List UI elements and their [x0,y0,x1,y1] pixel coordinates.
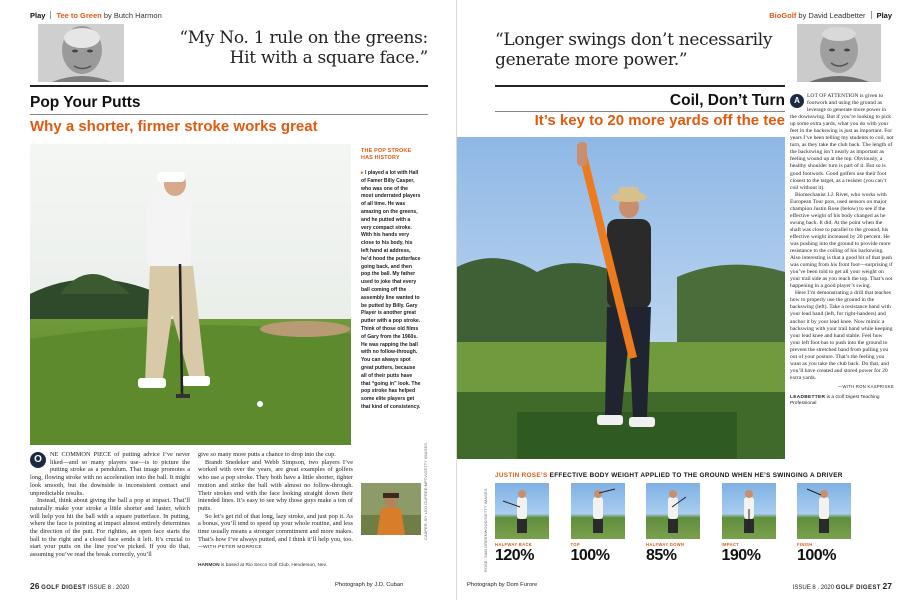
vertical-photo-credit: ROSE: SAM GREENWOOD/GETTY IMAGES [484,488,488,572]
frame-percent: 100% [570,547,610,564]
swing-frame [646,483,700,575]
right-folio [793,581,892,591]
butch-harmon-headshot [38,24,124,82]
frame-label: FINISH [797,542,813,547]
golfer-putting-illustration [30,144,351,445]
frame-percent: 100% [797,547,836,564]
dropcap: O [30,452,46,468]
body-paragraph: Brandt Snedeker and Webb Simpson, two players I’ve worked with over the years, are great examples of golfers who use a pop stroke. They both have a little shorter, tighter motion and strike the ball with almost no follow-through. Their strokes end with the face looking straight down their intended lines. It’s easy to see why those guys make a ton of putts. [198,458,353,512]
body-paragraph: Instead, think about giving the ball a pop at impact. That’ll naturally make your stroke a little shorter and faster, which will help you hit the ball with a square putterface. In putting, where the face is pointing at impact almost entirely determines the direction of the putt. For righties, an open face starts the ball to the right and a closed face sends it left. It’s crucial to start your putts on the line you’ve picked. If you do that, assuming you’ve read the break correctly, you’ll [30,497,190,559]
weight-strip-title [495,472,851,479]
swing-frame [495,483,549,575]
bio-text: is based at Rio Secco Golf Club, Henderson, Nev. [220,563,327,568]
author-bio [198,563,398,568]
page-number: 26 [30,581,40,591]
frame-label: HALFWAY DOWN [646,542,685,547]
swing-frame [797,483,851,575]
frame-image [646,483,700,539]
page-number: 27 [882,581,892,591]
vertical-photo-credit: CASPER: BY LEO DUPREE/MPTV/GETTY IMAGES [424,442,428,540]
article-deck: It’s key to 20 more yards off the tee [534,112,785,129]
bio-name: LEADBETTER [790,394,826,400]
body-paragraph [30,451,190,497]
putting-photo [30,144,351,445]
writer-credit: —WITH RON KASPRISKE [838,383,894,389]
frame-percent: 120% [495,547,534,564]
frame-percent: 85% [646,547,677,564]
body-paragraph: Biomechanist J.J. Rivet, who works with European Tour pros, used sensors on major champion Justin Rose (below) to see if the effective weight of his body changed as he swung back. It did. At the point when the shaft was close to parallel to the ground, his effective weight increased by 20 percent. He was pushing into the ground to provide more resistance to the coiling of his backswing. Also interesting is that a good bit of that push was coming from his front foot—surprising if you’ve been told to get all your weight on your trail side as you reach the top. That’s not happening in a good player’s swing. [790,191,893,290]
section-label: Play [30,11,46,20]
photo-credit: Photograph by J.D. Cuban [335,582,404,588]
frame-image [495,483,549,539]
sidebar-text [361,170,421,412]
strip-heading: EFFECTIVE BODY WEIGHT APPLIED TO THE GROUND WHEN HE’S SWINGING A DRIVER [549,472,843,479]
golfer-band-drill-illustration [457,137,785,459]
coil-drill-photo [457,137,785,459]
frame-image [571,483,625,539]
article-deck: Why a shorter, firmer stroke works great [30,118,318,135]
issue-number: ISSUE 8 . 2020 [87,585,130,591]
separator [50,11,51,19]
frame-percent: 190% [721,547,761,564]
player-name: JUSTIN ROSE’S [495,472,548,479]
right-body-column [790,93,894,408]
body-paragraph: give so many more putts a chance to drop into the cup. [198,451,336,458]
frame-label: HALFWAY BACK [495,542,533,547]
article-title: Pop Your Putts [30,94,141,111]
bio-text: is a Golf Digest Teaching Professional [790,394,880,407]
writer-credit: —WITH PETER MORRICE [198,545,263,551]
column-name: Tee to Green [56,11,102,20]
column-name: BioGolf [769,11,797,20]
magazine-name: GOLF DIGEST [835,585,881,591]
rose-top-illustration [571,483,625,539]
left-folio [30,581,129,591]
swing-sequence [495,483,851,575]
casper-photo [361,483,421,535]
frame-image [797,483,851,539]
section-rule [30,85,428,87]
rose-finish-illustration [797,483,851,539]
photo-credit: Photograph by Dom Furore [467,582,538,588]
issue-number: ISSUE 8 . 2020 [792,585,835,591]
rose-impact-illustration [722,483,776,539]
sidebar-heading: THE POP STROKE HAS HISTORY [361,148,412,161]
bullet-icon: ▸ [361,170,364,176]
swing-frame [722,483,776,575]
author-bio [790,395,894,408]
magazine-name: GOLF DIGEST [41,585,87,591]
body-paragraph: Here I’m demonstrating a drill that teaches how to properly use the ground in the backswing (left). Take a resistance band with your lead hand (left, for right-handers) and anchor it by your lead knee. Now mimic a backswing with your trail hand while keeping your lead knee and hand stable. Feel how your left foot has to push into the ground to prevent the stretched band from pulling you out of your posture. That’s the feeling you want as you take the club back. Do that, and you’ll have created and stored power for 20 extra yards. [790,290,893,381]
separator [871,11,872,19]
left-running-head [30,11,162,20]
history-sidebar [361,148,421,412]
frame-image [722,483,776,539]
frame-label: TOP [570,542,580,547]
section-label: Play [876,11,892,20]
byline: by Butch Harmon [103,11,162,20]
frame-label: IMPACT [721,542,740,547]
headshot-illustration [797,24,881,82]
headshot-illustration [38,24,124,82]
right-page [457,0,914,600]
pull-quote: “Longer swings don’t necessarily generate more power.” [495,30,773,70]
rose-halfway-down-illustration [646,483,700,539]
body-column-2 [198,451,353,552]
section-rule [495,85,785,87]
body-paragraph [198,513,353,553]
paragraph-text: NE COMMON PIECE of putting advice I’ve never liked—and so many players use—is to picture the putting stroke as a pendulum. That image promotes a long, flowing stroke with no acceleration into the ball. It might look smooth, but the downside is inconsistent contact and unpredictable results. [30,451,190,497]
billy-casper-illustration [361,483,421,535]
dropcap: A [790,94,804,108]
swing-frame [571,483,625,575]
paragraph-text: LOT OF ATTENTION is given to footwork and using the ground as leverage to generate more power in the downswing. But if you’re looking to pick up some extra yards, what you do with your feet in the backswing is just as important. For years I’ve been telling my students to coil, not turn, as they take the club back. The length of the backswing isn’t nearly as important as feeling wound up at the top. Obviously, a healthy shoulder turn is part of it. But so is good footwork. Good golfers use their foot closest to the target, as a resister (you can’t coil without it). [790,93,894,191]
bio-name: HARMON [198,563,220,568]
sidebar-body: I played a lot with Hall of Famer Billy Casper, who was one of the most underrated players of all time. He was amazing on the greens, and he putted with a very compact stroke. With his hands very close to his body, his left hand at address, he’d hood the putterface going back, and then pop the ball. My father used to joke that every ball coming off the assembly line wanted to be putted by Billy. Gary Player is another great putter with a pop stroke. Think of those old films of Gary from the 1960s. He was rapping the ball with no follow-through. You can always spot great putters, because all of their putts have that “going in” look. The pop stroke has helped some elite players get that kind of consistency. [361,170,421,410]
article-title: Coil, Don’t Turn [669,92,785,109]
david-leadbetter-headshot [797,24,881,82]
body-paragraph [790,93,894,192]
right-running-head [769,11,892,20]
paragraph-text: So let’s get rid of that long, lazy stroke, and just pop it. As a bonus, you’ll tend to speed up your whole routine, and less time usually means a stronger commitment and more makes. That’s how I’ve always putted, and I think it’ll help you, too. [198,512,353,543]
body-column-1 [30,451,190,559]
rose-halfway-back-illustration [495,483,549,539]
title-rule [30,114,428,115]
pull-quote: “My No. 1 rule on the greens: Hit with a square face.” [179,28,428,68]
byline: by David Leadbetter [798,11,866,20]
